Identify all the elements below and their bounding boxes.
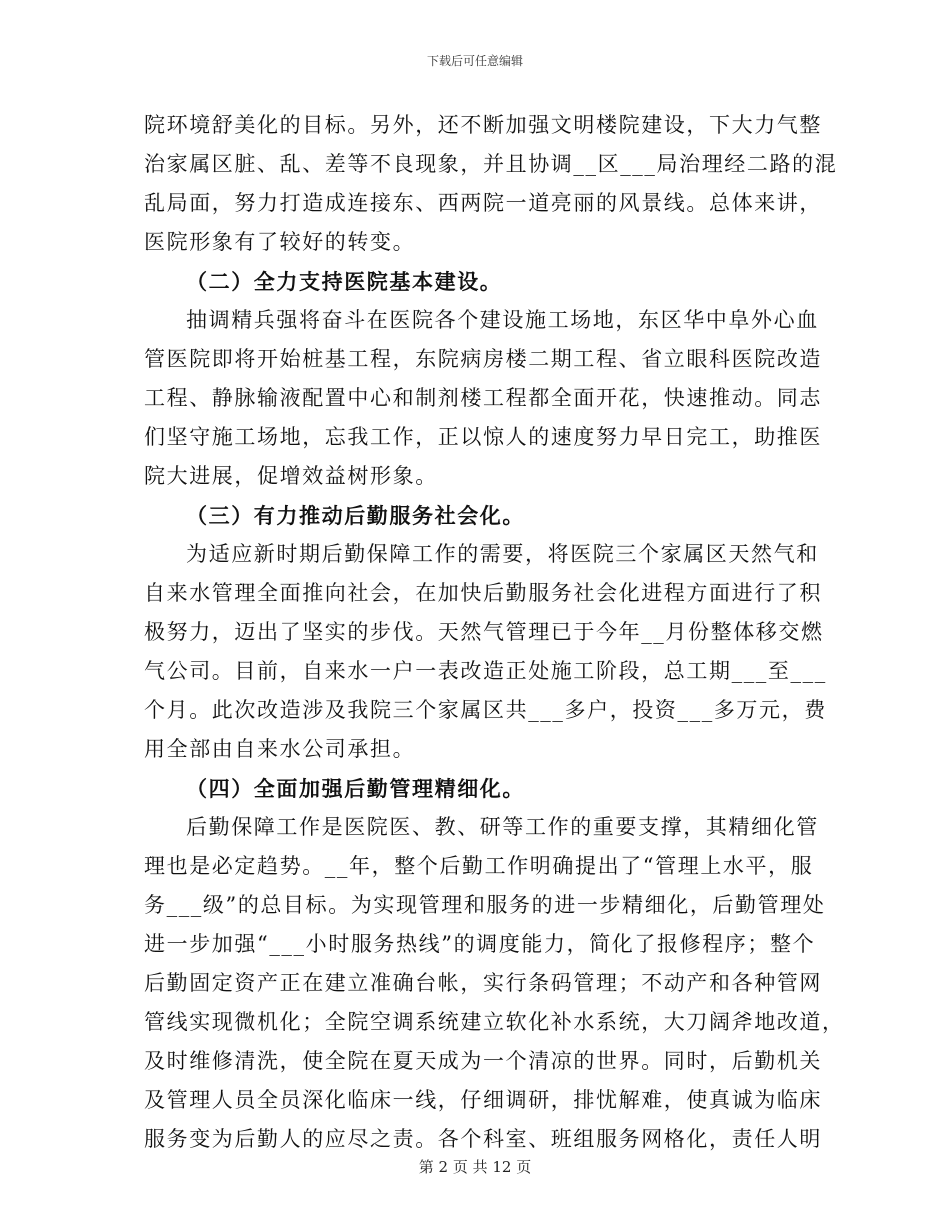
paragraph-line: 气公司。目前，自来水一户一表改造正处施工阶段，总工期___至___ bbox=[144, 659, 827, 683]
page-footer: 第 2 页 共 12 页 bbox=[418, 1158, 532, 1176]
paragraph-line: 务___级”的总目标。为实现管理和服务的进一步精细化，后勤管理处 bbox=[144, 893, 826, 917]
paragraph-line: 个月。此次改造涉及我院三个家属区共___多户，投资___多万元，费 bbox=[144, 698, 827, 722]
paragraph-line: 及时维修清洗，使全院在夏天成为一个清凉的世界。同时，后勤机关 bbox=[144, 1049, 822, 1073]
paragraph-line: 自来水管理全面推向社会，在加快后勤服务社会化进程方面进行了积 bbox=[144, 581, 822, 605]
paragraph-line: 院大进展，促增效益树形象。 bbox=[144, 464, 438, 488]
paragraph-line: 治家属区脏、乱、差等不良现象，并且协调__区___局治理经二路的混 bbox=[144, 152, 838, 176]
paragraph-line: 管线实现微机化；全院空调系统建立软化补水系统，大刀阔斧地改道， bbox=[144, 1010, 845, 1034]
paragraph-line: 管医院即将开始桩基工程，东院病房楼二期工程、省立眼科医院改造 bbox=[144, 347, 822, 371]
paragraph-line: 理也是必定趋势。__年，整个后勤工作明确提出了“管理上水平，服 bbox=[144, 854, 814, 878]
paragraph-line: 服务变为后勤人的应尽之责。各个科室、班组服务网格化，责任人明 bbox=[144, 1127, 822, 1151]
section-heading: （四）全面加强后勤管理精细化。 bbox=[186, 776, 525, 801]
paragraph-line: 及管理人员全员深化临床一线，仔细调研，排忧解难，使真诚为临床 bbox=[144, 1088, 822, 1112]
paragraph-line: 医院形象有了较好的转变。 bbox=[144, 230, 416, 254]
paragraph-line: 为适应新时期后勤保障工作的需要，将医院三个家属区天然气和 bbox=[186, 542, 819, 566]
page-header: 下载后可任意编辑 bbox=[426, 54, 523, 68]
paragraph-line: 极努力，迈出了坚实的步伐。天然气管理已于今年__月份整体移交燃 bbox=[144, 620, 824, 644]
document-body bbox=[144, 106, 845, 1159]
section-heading: （二）全力支持医院基本建设。 bbox=[186, 269, 503, 294]
section-heading: （三）有力推动后勤服务社会化。 bbox=[186, 503, 525, 528]
paragraph-line: 乱局面，努力打造成连接东、西两院一道亮丽的风景线。总体来讲， bbox=[144, 191, 822, 215]
paragraph-line: 工程、静脉输液配置中心和制剂楼工程都全面开花，快速推动。同志 bbox=[144, 386, 822, 410]
paragraph-line: 后勤固定资产正在建立准确台帐，实行条码管理；不动产和各种管网 bbox=[144, 971, 822, 995]
paragraph-line: 进一步加强“___小时服务热线”的调度能力，简化了报修程序；整个 bbox=[144, 932, 816, 956]
paragraph-line: 们坚守施工场地，忘我工作，正以惊人的速度努力早日完工，助推医 bbox=[144, 425, 822, 449]
paragraph-line: 院环境舒美化的目标。另外，还不断加强文明楼院建设，下大力气整 bbox=[144, 113, 822, 137]
paragraph-line: 用全部由自来水公司承担。 bbox=[144, 737, 416, 761]
paragraph-line: 后勤保障工作是医院医、教、研等工作的重要支撑，其精细化管 bbox=[186, 815, 819, 839]
paragraph-line: 抽调精兵强将奋斗在医院各个建设施工场地，东区华中阜外心血 bbox=[186, 308, 819, 332]
